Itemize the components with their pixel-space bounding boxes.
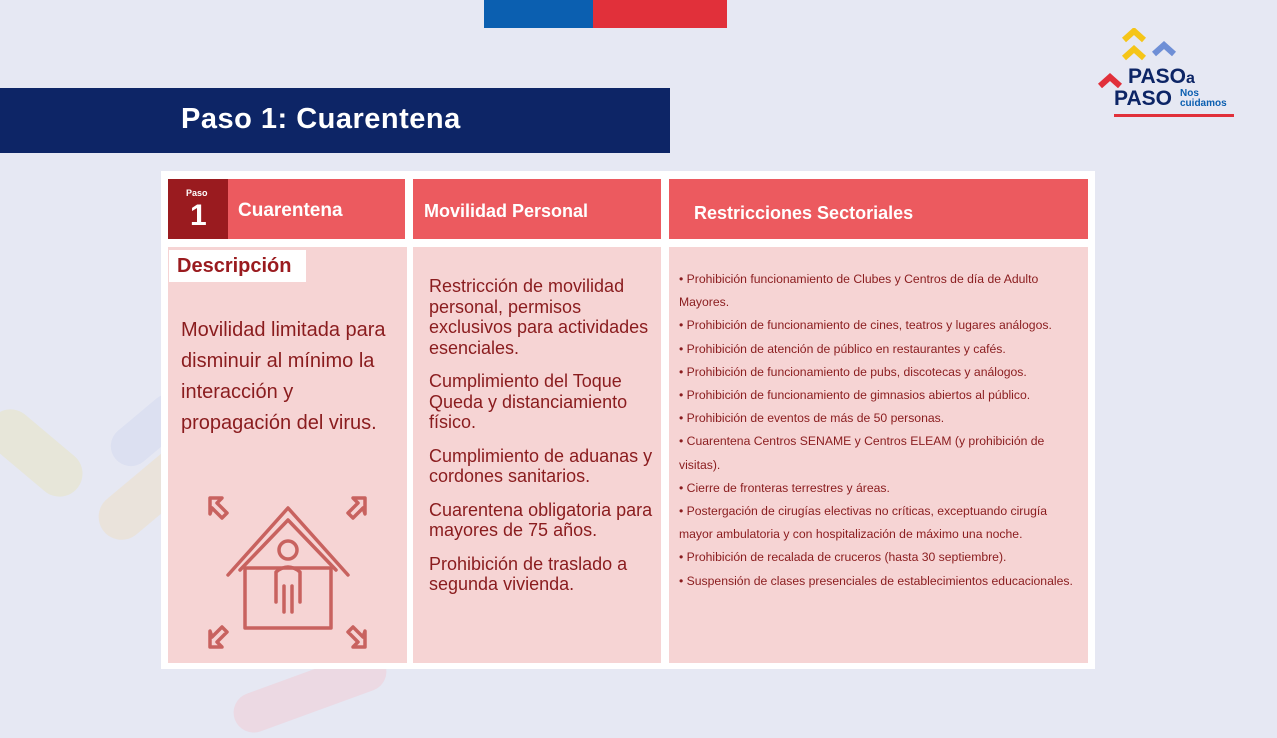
list-item: Restricción de movilidad personal, permisos exclusivos para actividades esenciales.: [429, 276, 649, 358]
list-item: • Prohibición de recalada de cruceros (hasta 30 septiembre).: [679, 550, 1007, 565]
list-item: • Prohibición de funcionamiento de gimnasios abiertos al público.: [679, 388, 1031, 403]
house-person-arrows-icon: [200, 490, 375, 655]
column-header-movilidad: [413, 179, 661, 239]
list-item: • Cierre de fronteras terrestres y áreas.: [679, 480, 890, 495]
paso-a-paso-logo: [1096, 28, 1246, 124]
decor-shape: [0, 400, 92, 506]
step-number: 1: [190, 199, 207, 232]
list-item: Cuarentena obligatoria para mayores de 75 años.: [429, 499, 653, 540]
logo-tagline-2: cuidamos: [1180, 98, 1227, 109]
list-item: Prohibición de traslado a segunda vivienda.: [429, 553, 628, 594]
list-item: • Prohibición de atención de público en restaurantes y cafés.: [679, 341, 1006, 356]
logo-underline: [1114, 114, 1234, 117]
description-label: Descripción: [169, 250, 306, 282]
list-item: • Prohibición funcionamiento de Clubes y Centros de día de Adulto Mayores.: [679, 272, 1039, 310]
movilidad-list: [429, 276, 654, 608]
list-item: • Prohibición de funcionamiento de pubs, discotecas y análogos.: [679, 364, 1027, 379]
step-label: Paso: [186, 188, 208, 198]
logo-word-a: a: [1185, 70, 1195, 87]
column-title: Movilidad Personal: [424, 201, 589, 221]
column-title: Restricciones Sectoriales: [694, 203, 914, 223]
list-item: • Postergación de cirugías electivas no críticas, exceptuando cirugía mayor ambulatoria y con hospitalización de máximo una noche.: [679, 504, 1048, 542]
flag-bar: [484, 0, 727, 28]
column-header-cuarentena: [168, 179, 405, 239]
list-item: • Cuarentena Centros SENAME y Centros ELEAM (y prohibición de visitas).: [679, 434, 1045, 472]
logo-word-1: PASO: [1128, 65, 1186, 88]
column-title: Cuarentena: [238, 200, 343, 221]
logo-tagline-1: Nos: [1180, 88, 1199, 99]
list-item: • Prohibición de funcionamiento de cines, teatros y lugares análogos.: [679, 318, 1052, 333]
flag-blue-stripe: [484, 0, 593, 28]
list-item: • Prohibición de eventos de más de 50 personas.: [679, 411, 945, 426]
column-header-restricciones: [669, 179, 1088, 239]
description-text: Movilidad limitada para disminuir al mínimo la interacción y propagación del virus.: [181, 319, 386, 434]
page-title: Paso 1: Cuarentena: [181, 103, 461, 135]
restricciones-list: [679, 268, 1079, 593]
list-item: • Suspensión de clases presenciales de establecimientos educacionales.: [679, 573, 1073, 588]
list-item: Cumplimiento del Toque Queda y distanciamiento físico.: [429, 371, 628, 432]
list-item: Cumplimiento de aduanas y cordones sanitarios.: [429, 445, 653, 486]
flag-red-stripe: [593, 0, 727, 28]
logo-word-2: PASO: [1114, 87, 1172, 110]
